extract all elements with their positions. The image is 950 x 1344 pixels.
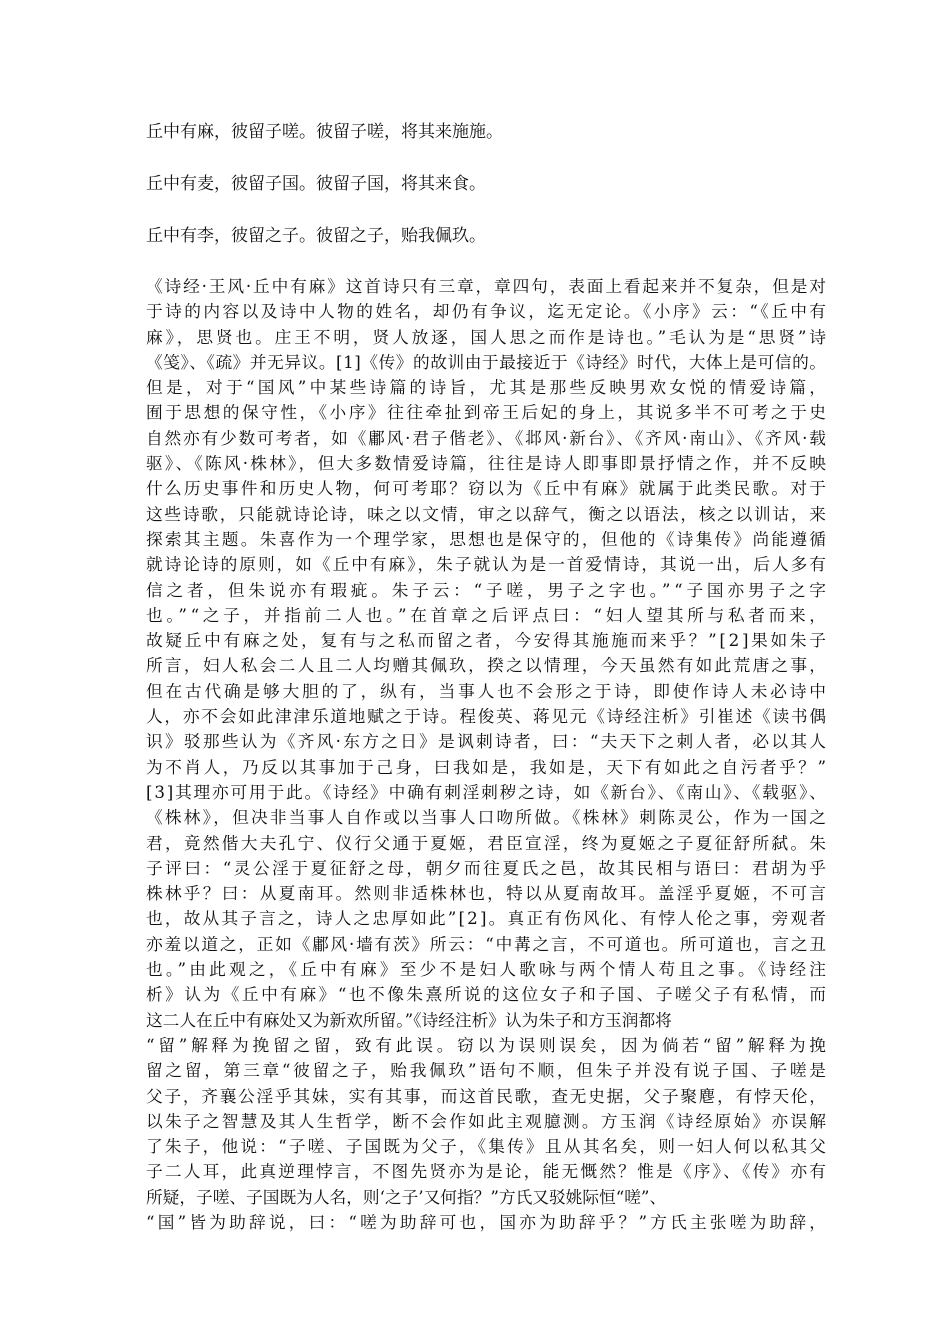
text-line: 探索其主题。朱喜作为一个理学家，思想也是保守的，但他的《诗集传》尚能遵循: [146, 528, 829, 549]
text-line: 也。”由此观之，《丘中有麻》至少不是妇人歌咏与两个情人苟且之事。《诗经注: [146, 959, 830, 980]
text-line: 驱》、《陈风·株林》，但大多数情爱诗篇，往往是诗人即事即景抒情之作，并不反映: [146, 453, 829, 474]
text-line: 麻》，思贤也。庄王不明，贤人放逐，国人思之而作是诗也。”毛认为是“思贤”诗: [146, 326, 829, 347]
text-line: 但在古代确是够大胆的了，纵有，当事人也不会形之于诗，即使作诗人未必诗中: [146, 680, 829, 701]
text-line: 识》驳那些认为《齐风·东方之日》是讽刺诗者，曰：“夫天下之刺人者，必以其人: [146, 731, 829, 752]
text-line: 所疑，子嗟、子国既为人名，则‘之子’又何指？”方氏又驳姚际恒“嗟”、: [146, 1186, 667, 1207]
text-line: 所言，妇人私会二人且二人均赠其佩玖，揆之以情理，今天虽然有如此荒唐之事，: [146, 655, 829, 676]
text-line: 这二人在丘中有麻处又为新欢所留。”《诗经注析》认为朱子和方玉润都将: [146, 1009, 672, 1030]
text-line: 什么历史事件和历史人物，何可考耶？窃以为《丘中有麻》就属于此类民歌。对于: [146, 478, 829, 499]
text-line: 但是，对于“国风”中某些诗篇的诗旨，尤其是那些反映男欢女悦的情爱诗篇，: [146, 377, 830, 398]
text-line: 株林乎？曰：从夏南耳。然则非适株林也，特以从夏南故耳。盖淫乎夏姬，不可言: [146, 883, 829, 904]
text-line: 故疑丘中有麻之处，复有与之私而留之者，今安得其施施而来乎？”[2]果如朱子: [146, 630, 829, 651]
text-line: 人，亦不会如此津津乐道地赋之于诗。程俊英、蒋见元《诗经注析》引崔述《读书偶: [146, 706, 828, 727]
text-line: 也，故从其子言之，诗人之忠厚如此”[2]。真正有伤风化、有悖人伦之事，旁观者: [146, 908, 829, 929]
commentary-paragraph: [146, 274, 830, 1235]
text-line: 信之者，但朱说亦有瑕疵。朱子云：“子嗟，男子之字也。”“子国亦男子之字: [146, 579, 830, 600]
text-line: 亦羞以道之，正如《鄘风·墙有茨》所云：“中冓之言，不可道也。所可道也，言之丑: [146, 933, 828, 954]
text-line: “国”皆为助辞说，曰：“嗟为助辞可也，国亦为助辞乎？”方氏主张嗟为助辞，: [146, 1211, 830, 1232]
document-page: [146, 118, 830, 1235]
text-line: 以朱子之智慧及其人生哲学，断不会作如此主观臆测。方玉润《诗经原始》亦误解: [146, 1110, 829, 1131]
text-line: 子二人耳，此真逆理悖言，不图先贤亦为是论，能无慨然？惟是《序》、《传》亦有: [146, 1161, 829, 1182]
text-line: 囿于思想的保守性，《小序》往往牵扯到帝王后妃的身上，其说多半不可考之于史: [146, 402, 829, 423]
text-line: 这些诗歌，只能就诗论诗，味之以文情，审之以辞气，衡之以语法，核之以训诂，来: [146, 503, 828, 524]
text-line: 于诗的内容以及诗中人物的姓名，却仍有争议，迄无定论。《小序》云：“《丘中有: [146, 301, 829, 322]
text-line: 《株林》，但决非当事人自作或以当事人口吻所做。《株林》刺陈灵公，作为一国之: [146, 807, 829, 828]
text-line: 留之留，第三章“彼留之子，贻我佩玖”语句不顺，但朱子并没有说子国、子嗟是: [146, 1060, 829, 1081]
text-line: 君，竟然偕大夫孔宁、仪行父通于夏姬，君臣宣淫，终为夏姬之子夏征舒所弑。朱: [146, 832, 829, 853]
text-line: 析》认为《丘中有麻》“也不像朱熹所说的这位女子和子国、子嗟父子有私情，而: [146, 984, 829, 1005]
text-line: 自然亦有少数可考者，如《鄘风·君子偕老》、《邶风·新台》、《齐风·南山》、《齐风·载: [146, 427, 828, 448]
verse-line: 丘中有麦，彼留子国。彼留子国，将其来食。: [146, 174, 486, 194]
text-line: [3]其理亦可用于此。《诗经》中确有刺淫刺秽之诗，如《新台》、《南山》、《载驱》、: [146, 781, 828, 802]
poem-verses: [146, 118, 826, 250]
text-line: “留”解释为挽留之留，致有此误。窃以为误则误矣，因为倘若“留”解释为挽: [146, 1034, 830, 1055]
text-line: 父子，齐襄公淫乎其妹，实有其事，而这首民歌，查无史据，父子聚麀，有悖天伦，: [146, 1085, 828, 1106]
verse-line: 丘中有李，彼留之子。彼留之子，贻我佩玖。: [146, 226, 486, 246]
text-line: 也。”“之子，并指前二人也。”在首章之后评点曰：“妇人望其所与私者而来，: [146, 604, 830, 625]
verse-line: 丘中有麻，彼留子嗟。彼留子嗟，将其来施施。: [146, 122, 503, 142]
text-line: 子评曰：“灵公淫于夏征舒之母，朝夕而往夏氏之邑，故其民相与语曰：君胡为乎: [146, 857, 829, 878]
text-line: 就诗论诗的原则，如《丘中有麻》，朱子就认为是一首爱情诗，其说一出，后人多有: [146, 554, 828, 575]
text-line: 了朱子，他说：“子嗟、子国既为父子，《集传》且从其名矣，则一妇人何以私其父: [146, 1136, 829, 1157]
text-line: 《笺》、《疏》并无异议。[1]《传》的故训由于最接近于《诗经》时代，大体上是可信的。: [146, 351, 827, 372]
text-line: 为不肖人，乃反以其事加于己身，曰我如是，我如是，天下有如此之自污者乎？”: [146, 756, 829, 777]
text-line: 《诗经·王风·丘中有麻》这首诗只有三章，章四句，表面上看起来并不复杂，但是对: [146, 276, 828, 296]
